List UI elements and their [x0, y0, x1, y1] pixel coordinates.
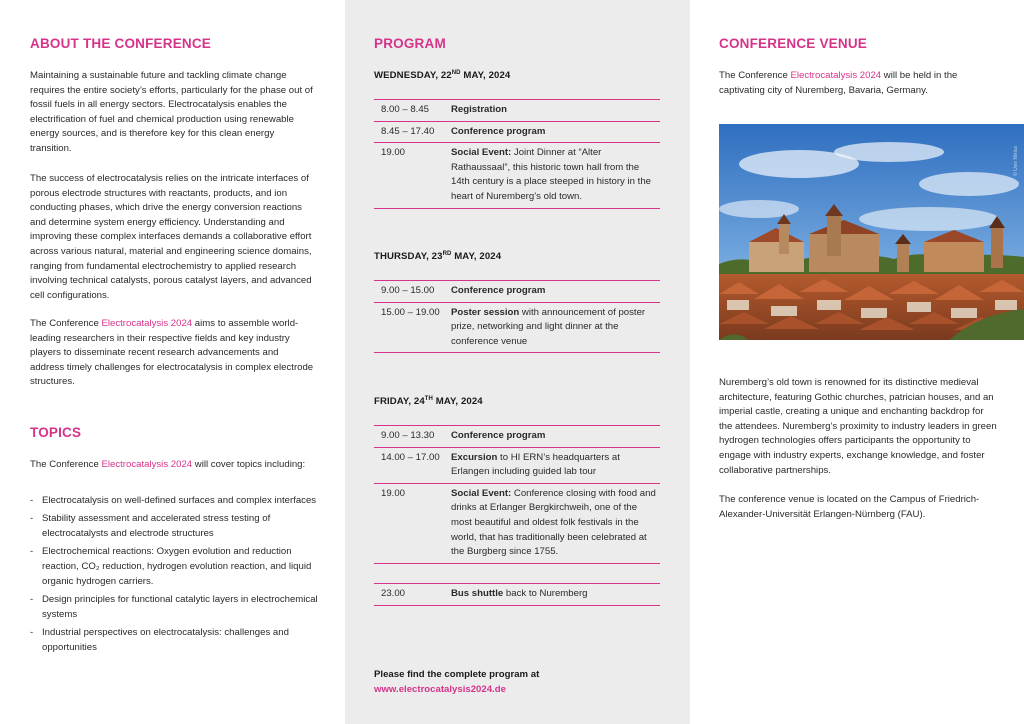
about-p3-after: aims to assemble world-leading researchers in their respective fields and key industry players to disseminate recent research advancements and address timely challenges for electrocatalysis in complex electrode structures. — [30, 318, 314, 388]
schedule-time: 9.00 – 13.30 — [381, 430, 435, 441]
schedule-title: Excursion — [451, 451, 498, 463]
topics-intro — [30, 458, 315, 473]
schedule-time: 19.00 — [381, 147, 406, 159]
schedule-row — [374, 280, 660, 303]
day-heading-thursday — [374, 251, 501, 262]
schedule-title: Registration — [451, 104, 507, 115]
venue-paragraph-3: The conference venue is located on the Campus of Friedrich-Alexander-Universität Erlangen-Nürnberg (FAU). — [719, 494, 980, 520]
venue-p1-after: will be held in the captivating city of Nuremberg, Bavaria, Germany. — [719, 70, 958, 96]
schedule-desc — [451, 451, 660, 480]
schedule-time: 15.00 – 19.00 — [381, 306, 440, 318]
day-weekday: WEDNESDAY, 22 — [374, 70, 452, 81]
schedule-time: 9.00 – 15.00 — [381, 285, 435, 296]
about-paragraph-1: Maintaining a sustainable future and tackling climate change requires the entire society’s efforts, particularly for the phase out of fossil fuels in all energy sectors. Electrocatalysis enables the electrification of fuel and chemical production using renewable energy sources, and is therefore key for this clean energy transition. — [30, 70, 313, 154]
venue-paragraph-1 — [719, 69, 999, 98]
conference-name: Electrocatalysis 2024 — [790, 70, 882, 81]
venue-panel — [690, 0, 1024, 724]
schedule-title: Poster session — [451, 306, 520, 318]
schedule-desc — [451, 146, 660, 204]
schedule-title: Social Event: — [451, 487, 512, 499]
schedule-text: Joint Dinner at “Alter Rathaussaal”, this historic town hall from the 14th century is a place steeped in history in the heart of Nuremberg’s old town. — [451, 147, 651, 202]
topic-item: - Electrocatalysis on well-defined surfaces and complex interfaces — [30, 494, 320, 509]
nuremberg-castle-photo — [719, 124, 1024, 340]
schedule-desc — [451, 487, 660, 560]
schedule-time: 14.00 – 17.00 — [381, 451, 440, 463]
schedule-title: Bus shuttle — [451, 588, 504, 599]
day-heading-friday — [374, 396, 483, 407]
schedule-title: Conference program — [451, 285, 546, 296]
schedule-desc — [451, 429, 660, 444]
schedule-text: Conference closing with food and drinks at Erlanger Bergkirchweih, one of the most beautiful and oldest folk festivals in the world, that has traditionally been celebrated at the Burgberg since 1755. — [451, 487, 656, 558]
about-paragraph-2: The success of electrocatalysis relies on the intricate interfaces of porous electrode structures with reactants, products, and ion conducting phases, which drive the energy conversion reactions and determine system energy efficiency. Understanding and improving these complex interfaces demands a collaborative effort across various natural, material and engineering science domains, ranging from fundamental electrochemistry to applied research involving technical catalysts, porous catalyst layers, and advanced cell configurations. — [30, 173, 312, 301]
about-paragraph-3 — [30, 317, 315, 390]
day-ordinal: ND — [451, 69, 461, 76]
schedule-row — [374, 484, 660, 564]
day-month-year: MAY, 2024 — [451, 251, 502, 262]
day-weekday: FRIDAY, 24 — [374, 396, 425, 407]
day-ordinal: TH — [424, 395, 433, 402]
schedule-row — [374, 583, 660, 606]
schedule-desc — [451, 587, 660, 602]
venue-p1-before: The Conference — [719, 70, 791, 81]
day-heading-wednesday — [374, 70, 510, 81]
program-website-link[interactable]: www.electrocatalysis2024.de — [374, 684, 506, 695]
schedule-time: 23.00 — [381, 588, 406, 599]
schedule-row — [374, 425, 660, 448]
venue-paragraph-2: Nuremberg’s old town is renowned for its distinctive medieval architecture, featuring Gothic churches, patrician houses, and an imperial castle, creating a unique and enchanting backdrop for the attendees. Nuremberg’s proximity to industry leaders in green hydrogen technologies offers participants the opportunity to engage with industry experts, exchange knowledge, and foster collaborative partnerships. — [719, 377, 997, 476]
schedule-row — [374, 448, 660, 484]
conference-name: Electrocatalysis 2024 — [101, 318, 193, 329]
schedule-thursday — [374, 280, 660, 353]
topics-intro-before: The Conference — [30, 459, 102, 470]
topics-heading: TOPICS — [30, 425, 82, 440]
program-heading: PROGRAM — [374, 36, 446, 51]
schedule-title: Social Event: — [451, 147, 512, 159]
schedule-row — [374, 143, 660, 208]
schedule-text: back to Nuremberg — [503, 588, 588, 599]
day-month-year: MAY, 2024 — [432, 396, 483, 407]
program-link-intro: Please find the complete program at — [374, 669, 540, 680]
schedule-time: 19.00 — [381, 487, 406, 499]
day-month-year: MAY, 2024 — [460, 70, 511, 81]
schedule-wednesday — [374, 99, 660, 209]
schedule-text: with announcement of poster prize, networking and light dinner at the conference venue — [451, 306, 646, 347]
schedule-row — [374, 99, 660, 122]
schedule-desc — [451, 125, 660, 140]
schedule-row — [374, 303, 660, 354]
schedule-title: Conference program — [451, 125, 546, 137]
topic-item: - Design principles for functional catalytic layers in electrochemical systems — [30, 593, 320, 622]
topics-intro-after: will cover topics including: — [192, 459, 306, 470]
schedule-desc — [451, 103, 660, 118]
day-weekday: THURSDAY, 23 — [374, 251, 443, 262]
schedule-friday — [374, 425, 660, 564]
about-p3-before: The Conference — [30, 318, 102, 329]
day-ordinal: RD — [442, 250, 452, 257]
about-heading: ABOUT THE CONFERENCE — [30, 36, 212, 51]
schedule-desc — [451, 306, 660, 350]
conference-name: Electrocatalysis 2024 — [101, 459, 193, 470]
schedule-text: to HI ERN’s headquarters at Erlangen including guided lab tour — [451, 451, 620, 478]
photo-credit: © Uwe Niklas — [1013, 145, 1019, 176]
nuremberg-photo-illustration — [719, 124, 1024, 340]
topics-list — [30, 494, 320, 659]
schedule-friday-late — [374, 583, 660, 606]
topic-item: - Stability assessment and accelerated stress testing of electrocatalysts and electrode structures — [30, 512, 320, 541]
schedule-desc — [451, 284, 660, 299]
schedule-row — [374, 122, 660, 144]
venue-heading: CONFERENCE VENUE — [719, 36, 867, 51]
topic-item: - Electrochemical reactions: Oxygen evolution and reduction reaction, CO₂ reduction, hydrogen evolution reaction, and liquid organic hydrogen carriers. — [30, 545, 320, 589]
topic-item: - Industrial perspectives on electrocatalysis: challenges and opportunities — [30, 626, 320, 655]
schedule-time: 8.00 – 8.45 — [381, 104, 430, 115]
schedule-title: Conference program — [451, 430, 546, 441]
schedule-time: 8.45 – 17.40 — [381, 125, 435, 137]
about-panel — [0, 0, 345, 724]
program-panel — [345, 0, 690, 724]
